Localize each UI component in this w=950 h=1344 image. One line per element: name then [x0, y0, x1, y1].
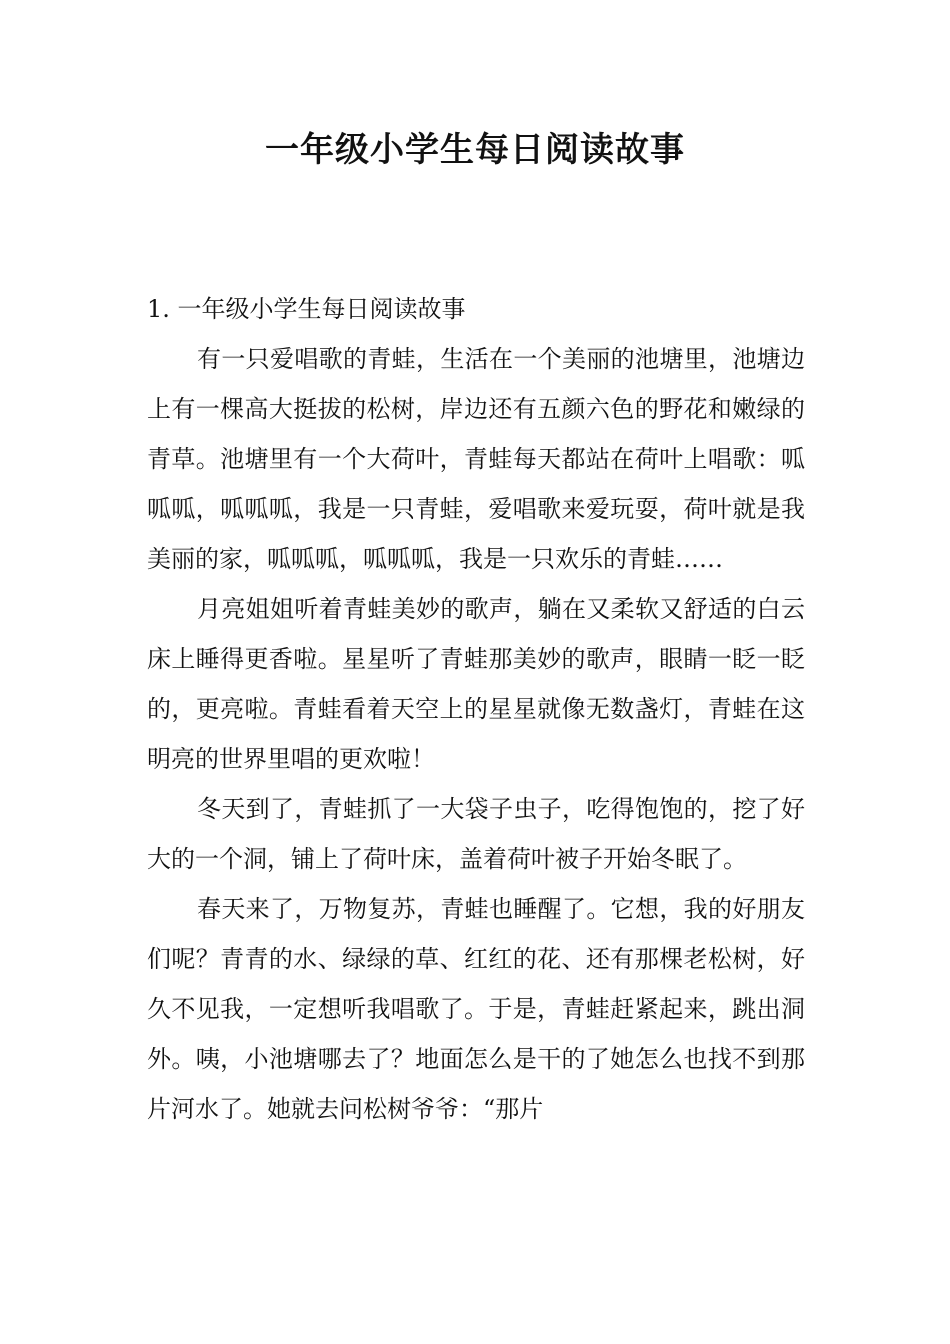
document-title: 一年级小学生每日阅读故事	[265, 130, 685, 170]
paragraph-4: 春天来了，万物复苏，青蛙也睡醒了。它想，我的好朋友们呢？青青的水、绿绿的草、红红的花、还有那棵老松树，好久不见我，一定想听我唱歌了。于是，青蛙赶紧起来，跳出洞外。咦，小池塘哪去了？地面怎么是干的了她怎么也找不到那片河水了。她就去问松树爷爷：“那片	[147, 895, 805, 1123]
paragraph-2: 月亮姐姐听着青蛙美妙的歌声，躺在又柔软又舒适的白云床上睡得更香啦。星星听了青蛙那美妙的歌声，眼睛一眨一眨的，更亮啦。青蛙看着天空上的星星就像无数盏灯，青蛙在这明亮的世界里唱的更欢啦！	[147, 595, 805, 773]
paragraph-3: 冬天到了，青蛙抓了一大袋子虫子，吃得饱饱的，挖了好大的一个洞，铺上了荷叶床，盖着荷叶被子开始冬眠了。	[147, 795, 805, 873]
document-body	[147, 284, 805, 1134]
paragraph-1: 有一只爱唱歌的青蛙，生活在一个美丽的池塘里，池塘边上有一棵高大挺拔的松树，岸边还有五颜六色的野花和嫩绿的青草。池塘里有一个大荷叶，青蛙每天都站在荷叶上唱歌：呱呱呱，呱呱呱，我是一只青蛙，爱唱歌来爱玩耍，荷叶就是我美丽的家，呱呱呱，呱呱呱，我是一只欢乐的青蛙……	[147, 345, 805, 573]
section-heading: 1. 一年级小学生每日阅读故事	[147, 295, 466, 323]
